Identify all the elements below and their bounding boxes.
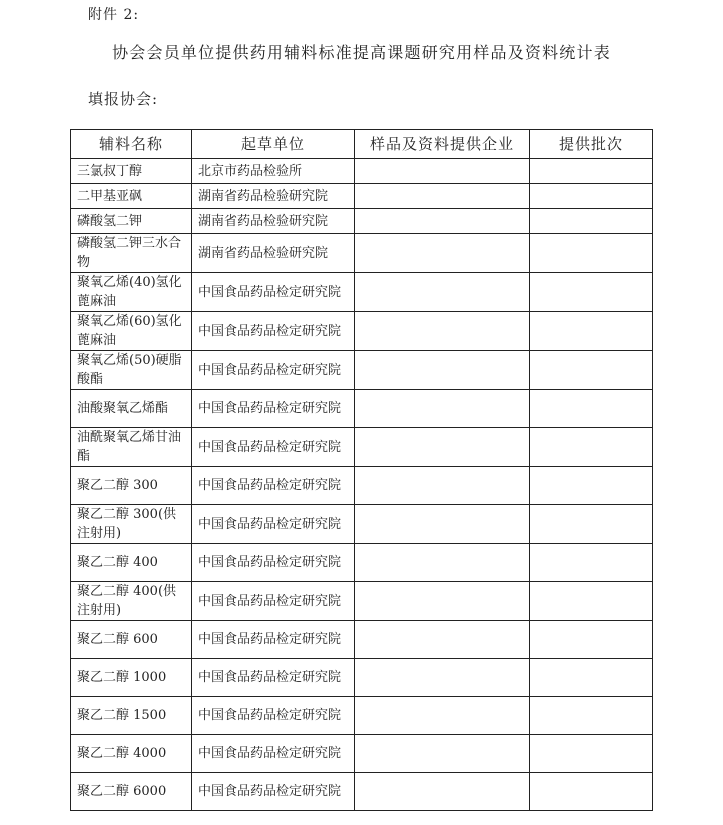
batch-cell[interactable] — [530, 544, 653, 582]
batch-cell[interactable] — [530, 159, 653, 184]
excipient-name-cell: 聚乙二醇 600 — [71, 621, 192, 659]
excipient-name-cell: 聚乙二醇 1500 — [71, 697, 192, 735]
table-row — [71, 735, 653, 773]
excipient-name-cell: 三氯叔丁醇 — [71, 159, 192, 184]
reporter-association-label: 填报协会: — [88, 90, 159, 108]
drafting-unit-cell: 中国食品药品检定研究院 — [192, 390, 355, 428]
table-row — [71, 505, 653, 544]
sample-supplier-cell[interactable] — [355, 351, 530, 390]
table-row — [71, 390, 653, 428]
drafting-unit-cell: 中国食品药品检定研究院 — [192, 544, 355, 582]
header-excipient-name: 辅料名称 — [71, 130, 192, 159]
sample-supplier-cell[interactable] — [355, 544, 530, 582]
header-batches: 提供批次 — [530, 130, 653, 159]
table-row — [71, 273, 653, 312]
excipient-name-cell: 聚氧乙烯(50)硬脂酸酯 — [71, 351, 192, 390]
table-row — [71, 582, 653, 621]
excipient-name-cell: 聚乙二醇 400 — [71, 544, 192, 582]
document-title: 协会会员单位提供药用辅料标准提高课题研究用样品及资料统计表 — [112, 43, 611, 62]
drafting-unit-cell: 中国食品药品检定研究院 — [192, 505, 355, 544]
excipient-name-cell: 聚乙二醇 6000 — [71, 773, 192, 811]
excipient-name-cell: 聚乙二醇 300 — [71, 467, 192, 505]
sample-supplier-cell[interactable] — [355, 735, 530, 773]
sample-supplier-cell[interactable] — [355, 159, 530, 184]
drafting-unit-cell: 中国食品药品检定研究院 — [192, 735, 355, 773]
drafting-unit-cell: 湖南省药品检验研究院 — [192, 209, 355, 234]
sample-supplier-cell[interactable] — [355, 312, 530, 351]
table-row — [71, 312, 653, 351]
batch-cell[interactable] — [530, 735, 653, 773]
batch-cell[interactable] — [530, 390, 653, 428]
table-row — [71, 184, 653, 209]
sample-supplier-cell[interactable] — [355, 234, 530, 273]
drafting-unit-cell: 中国食品药品检定研究院 — [192, 582, 355, 621]
table-row — [71, 773, 653, 811]
batch-cell[interactable] — [530, 428, 653, 467]
drafting-unit-cell: 中国食品药品检定研究院 — [192, 659, 355, 697]
sample-supplier-cell[interactable] — [355, 659, 530, 697]
excipient-name-cell: 聚乙二醇 300(供注射用) — [71, 505, 192, 544]
drafting-unit-cell: 中国食品药品检定研究院 — [192, 773, 355, 811]
header-sample-supplier: 样品及资料提供企业 — [355, 130, 530, 159]
table-row — [71, 659, 653, 697]
batch-cell[interactable] — [530, 184, 653, 209]
drafting-unit-cell: 中国食品药品检定研究院 — [192, 697, 355, 735]
excipient-name-cell: 聚乙二醇 4000 — [71, 735, 192, 773]
sample-supplier-cell[interactable] — [355, 467, 530, 505]
excipient-name-cell: 聚氧乙烯(60)氢化蓖麻油 — [71, 312, 192, 351]
table-row — [71, 621, 653, 659]
drafting-unit-cell: 北京市药品检验所 — [192, 159, 355, 184]
table-row — [71, 697, 653, 735]
batch-cell[interactable] — [530, 582, 653, 621]
batch-cell[interactable] — [530, 234, 653, 273]
batch-cell[interactable] — [530, 273, 653, 312]
sample-supplier-cell[interactable] — [355, 621, 530, 659]
batch-cell[interactable] — [530, 773, 653, 811]
table-row — [71, 234, 653, 273]
sample-supplier-cell[interactable] — [355, 273, 530, 312]
drafting-unit-cell: 中国食品药品检定研究院 — [192, 351, 355, 390]
batch-cell[interactable] — [530, 351, 653, 390]
batch-cell[interactable] — [530, 697, 653, 735]
excipient-name-cell: 油酰聚氧乙烯甘油酯 — [71, 428, 192, 467]
excipient-name-cell: 油酸聚氧乙烯酯 — [71, 390, 192, 428]
table-row — [71, 209, 653, 234]
sample-supplier-cell[interactable] — [355, 505, 530, 544]
table-header-row — [71, 130, 653, 159]
header-drafting-unit: 起草单位 — [192, 130, 355, 159]
drafting-unit-cell: 湖南省药品检验研究院 — [192, 234, 355, 273]
excipient-name-cell: 二甲基亚砜 — [71, 184, 192, 209]
sample-supplier-cell[interactable] — [355, 428, 530, 467]
table-row — [71, 159, 653, 184]
statistics-table — [70, 129, 653, 811]
excipient-name-cell: 聚乙二醇 400(供注射用) — [71, 582, 192, 621]
sample-supplier-cell[interactable] — [355, 390, 530, 428]
batch-cell[interactable] — [530, 659, 653, 697]
batch-cell[interactable] — [530, 467, 653, 505]
sample-supplier-cell[interactable] — [355, 697, 530, 735]
sample-supplier-cell[interactable] — [355, 582, 530, 621]
drafting-unit-cell: 中国食品药品检定研究院 — [192, 312, 355, 351]
attachment-label: 附件 2: — [88, 7, 140, 23]
sample-supplier-cell[interactable] — [355, 209, 530, 234]
drafting-unit-cell: 中国食品药品检定研究院 — [192, 621, 355, 659]
drafting-unit-cell: 中国食品药品检定研究院 — [192, 273, 355, 312]
batch-cell[interactable] — [530, 209, 653, 234]
table-row — [71, 544, 653, 582]
drafting-unit-cell: 中国食品药品检定研究院 — [192, 428, 355, 467]
excipient-name-cell: 聚乙二醇 1000 — [71, 659, 192, 697]
batch-cell[interactable] — [530, 621, 653, 659]
drafting-unit-cell: 中国食品药品检定研究院 — [192, 467, 355, 505]
excipient-name-cell: 磷酸氢二钾三水合物 — [71, 234, 192, 273]
excipient-name-cell: 聚氧乙烯(40)氢化蓖麻油 — [71, 273, 192, 312]
sample-supplier-cell[interactable] — [355, 184, 530, 209]
table-row — [71, 428, 653, 467]
batch-cell[interactable] — [530, 505, 653, 544]
table-row — [71, 351, 653, 390]
excipient-name-cell: 磷酸氢二钾 — [71, 209, 192, 234]
sample-supplier-cell[interactable] — [355, 773, 530, 811]
table-row — [71, 467, 653, 505]
drafting-unit-cell: 湖南省药品检验研究院 — [192, 184, 355, 209]
batch-cell[interactable] — [530, 312, 653, 351]
